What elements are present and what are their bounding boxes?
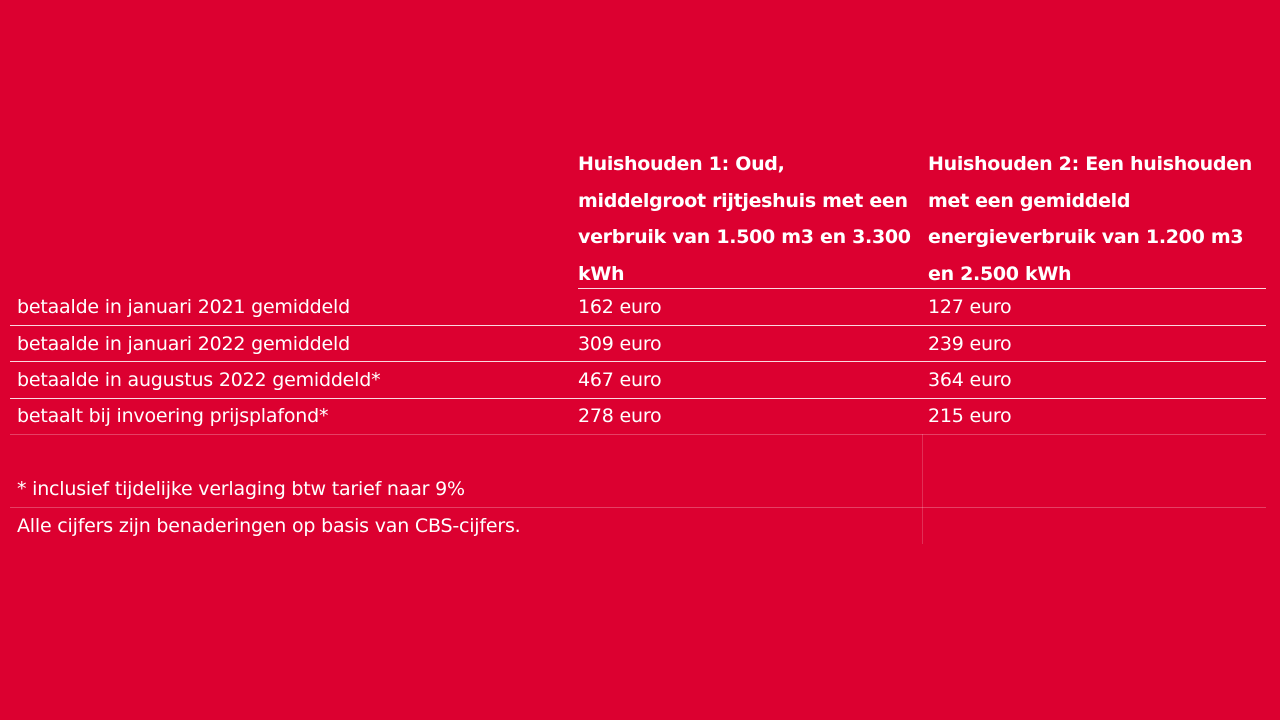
header-line: Huishouden 2: Een huishouden bbox=[928, 153, 1253, 175]
row-label: betaalde in augustus 2022 gemiddeld* bbox=[17, 369, 381, 391]
household-2-value: 364 euro bbox=[928, 369, 1012, 391]
household-1-value: 278 euro bbox=[578, 405, 662, 427]
footnote-source: Alle cijfers zijn benaderingen op basis van CBS-cijfers. bbox=[17, 515, 521, 537]
footnote-vat: * inclusief tijdelijke verlaging btw tarief naar 9% bbox=[17, 478, 465, 500]
household-2-value: 239 euro bbox=[928, 333, 1012, 355]
household-1-value: 309 euro bbox=[578, 333, 662, 355]
table-row bbox=[10, 398, 1266, 434]
table-row bbox=[10, 362, 1266, 398]
household-2-value: 215 euro bbox=[928, 405, 1012, 427]
table-row bbox=[10, 326, 1266, 362]
header-line: verbruik van 1.500 m3 en 3.300 bbox=[578, 226, 911, 248]
header-line: Huishouden 1: Oud, bbox=[578, 153, 785, 175]
row-label: betaalde in januari 2021 gemiddeld bbox=[17, 296, 350, 318]
header-line: kWh bbox=[578, 262, 625, 285]
row-label: betaalt bij invoering prijsplafond* bbox=[17, 405, 329, 427]
household-1-value: 162 euro bbox=[578, 296, 662, 318]
header-line: met een gemiddeld bbox=[928, 189, 1131, 212]
row-divider bbox=[10, 434, 1266, 435]
column-divider bbox=[922, 434, 923, 544]
table-row bbox=[10, 289, 1266, 325]
household-2-value: 127 euro bbox=[928, 296, 1012, 318]
header-line: middelgroot rijtjeshuis met een bbox=[578, 189, 908, 212]
column-header-household-2 bbox=[928, 146, 1266, 292]
household-1-value: 467 euro bbox=[578, 369, 662, 391]
price-comparison-table bbox=[10, 0, 1266, 720]
column-header-household-1 bbox=[578, 146, 926, 292]
row-label: betaalde in januari 2022 gemiddeld bbox=[17, 333, 350, 355]
header-line: energieverbruik van 1.200 m3 bbox=[928, 226, 1244, 248]
header-line: en 2.500 kWh bbox=[928, 262, 1072, 285]
